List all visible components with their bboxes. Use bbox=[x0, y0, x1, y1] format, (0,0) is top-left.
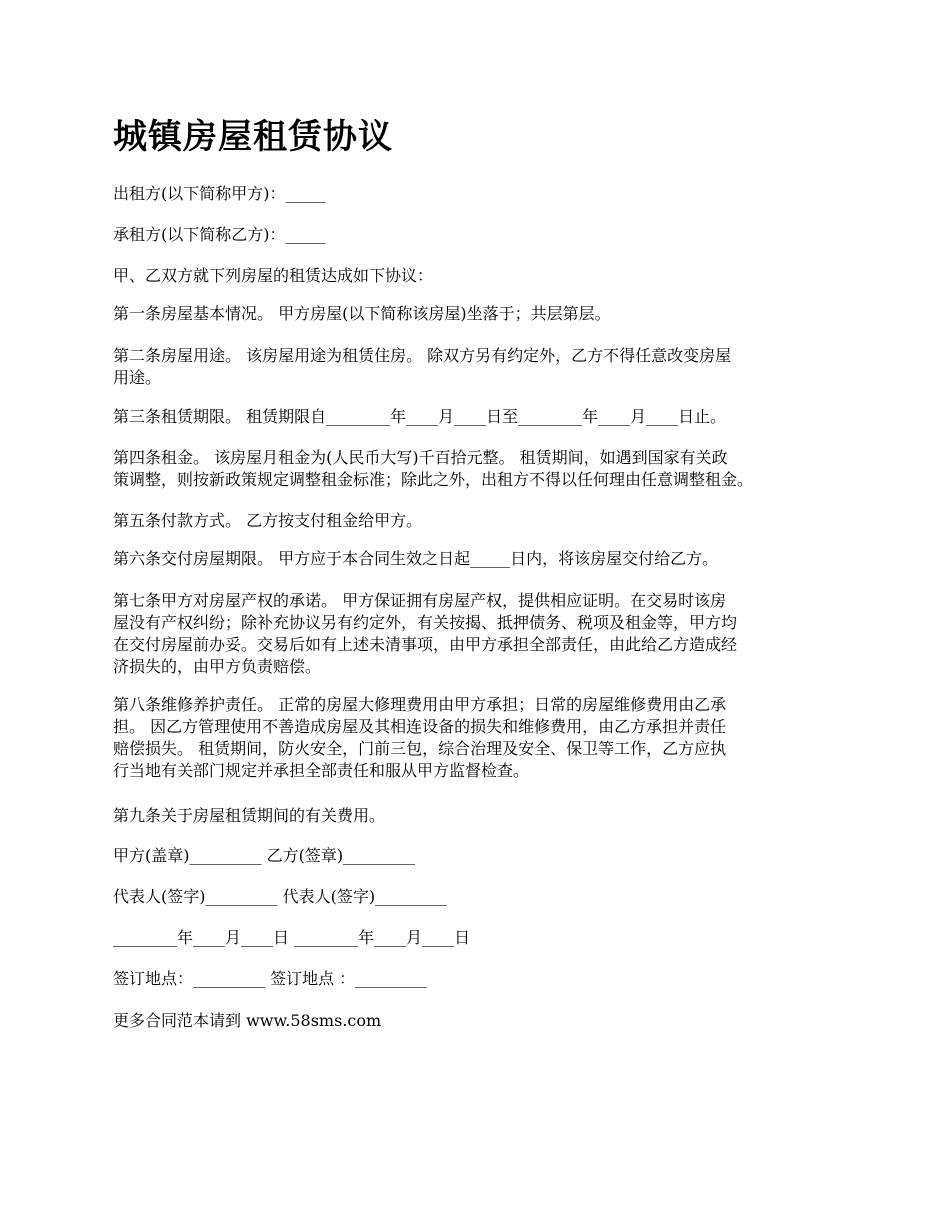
paragraph-line: 第三条租赁期限。 租赁期限自________年____月____日至________年____月____日止。 bbox=[113, 407, 727, 426]
paragraph-line: 更多合同范本请到 www.58sms.com bbox=[113, 1011, 382, 1030]
paragraph-line: 第二条房屋用途。 该房屋用途为租赁住房。 除双方另有约定外，乙方不得任意改变房屋 bbox=[113, 346, 732, 365]
paragraph-line: ________年____月____日 ________年____月____日 bbox=[113, 928, 471, 947]
paragraph-line: 屋没有产权纠纷；除补充协议另有约定外，有关按揭、抵押债务、税项及租金等，甲方均 bbox=[113, 613, 738, 632]
paragraph-line: 第五条付款方式。 乙方按支付租金给甲方。 bbox=[113, 511, 423, 530]
paragraph-lessee bbox=[113, 224, 853, 246]
paragraph-line: 第九条关于房屋租赁期间的有关费用。 bbox=[113, 806, 386, 825]
paragraph-line: 用途。 bbox=[113, 368, 162, 387]
paragraph-article-3 bbox=[113, 406, 853, 428]
signature-parties bbox=[113, 845, 853, 867]
paragraph-line: 承租方(以下简称乙方)：_____ bbox=[113, 225, 326, 244]
document-title: 城镇房屋租赁协议 bbox=[113, 117, 393, 157]
paragraph-agreement-intro bbox=[113, 265, 853, 287]
paragraph-article-7 bbox=[113, 590, 853, 678]
paragraph-line: 签订地点：_________ 签订地点 ：_________ bbox=[113, 969, 428, 988]
paragraph-article-6 bbox=[113, 548, 853, 570]
paragraph-line: 第八条维修养护责任。 正常的房屋大修理费用由甲方承担；日常的房屋维修费用由乙承 bbox=[113, 695, 727, 714]
paragraph-article-8 bbox=[113, 694, 853, 782]
paragraph-line: 第四条租金。 该房屋月租金为(人民币大写)千百拾元整。 租赁期间，如遇到国家有关政 bbox=[113, 448, 728, 467]
paragraph-line: 第六条交付房屋期限。 甲方应于本合同生效之日起_____日内，将该房屋交付给乙方。 bbox=[113, 549, 719, 568]
paragraph-line: 济损失的，由甲方负责赔偿。 bbox=[113, 657, 322, 676]
paragraph-line: 赔偿损失。 租赁期间，防火安全，门前三包，综合治理及安全、保卫等工作，乙方应执 bbox=[113, 739, 727, 758]
paragraph-line: 在交付房屋前办妥。交易后如有上述未清事项，由甲方承担全部责任，由此给乙方造成经 bbox=[113, 635, 738, 654]
paragraph-line: 甲方(盖章)_________ 乙方(签章)_________ bbox=[113, 846, 416, 865]
paragraph-line: 代表人(签字)_________ 代表人(签字)_________ bbox=[113, 887, 448, 906]
paragraph-article-4 bbox=[113, 447, 853, 491]
signature-representatives bbox=[113, 886, 853, 908]
paragraph-lessor bbox=[113, 183, 853, 205]
paragraph-line: 第七条甲方对房屋产权的承诺。 甲方保证拥有房屋产权，提供相应证明。在交易时该房 bbox=[113, 591, 727, 610]
footer-note bbox=[113, 1010, 853, 1032]
paragraph-line: 第一条房屋基本情况。 甲方房屋(以下简称该房屋)坐落于；共层第层。 bbox=[113, 304, 611, 323]
paragraph-line: 行当地有关部门规定并承担全部责任和服从甲方监督检查。 bbox=[113, 761, 530, 780]
paragraph-line: 策调整，则按新政策规定调整租金标准；除此之外，出租方不得以任何理由任意调整租金。 bbox=[113, 470, 754, 489]
paragraph-line: 甲、乙双方就下列房屋的租赁达成如下协议： bbox=[113, 266, 434, 285]
signing-location bbox=[113, 968, 853, 990]
paragraph-line: 出租方(以下简称甲方)：_____ bbox=[113, 184, 326, 203]
paragraph-article-5 bbox=[113, 510, 853, 532]
paragraph-article-2 bbox=[113, 345, 853, 389]
paragraph-line: 担。 因乙方管理使用不善造成房屋及其相连设备的损失和维修费用，由乙方承担并责任 bbox=[113, 717, 727, 736]
paragraph-article-9 bbox=[113, 805, 853, 827]
signature-dates bbox=[113, 927, 853, 949]
paragraph-article-1 bbox=[113, 303, 853, 325]
